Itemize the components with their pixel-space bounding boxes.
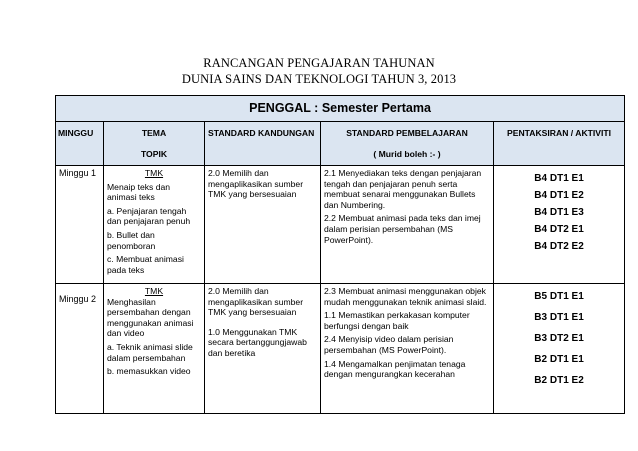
semester-heading: PENGGAL : Semester Pertama	[56, 96, 625, 122]
tema-title: TMK	[144, 168, 164, 178]
kandungan-item: 2.0 Memilih dan mengaplikasikan sumber TMK yang bersesuaian	[208, 168, 304, 200]
pentaksiran-code: B4 DT1 E3	[534, 207, 584, 218]
pentaksiran-code: B3 DT2 E1	[534, 333, 584, 344]
pentaksiran-code: B4 DT1 E1	[534, 173, 584, 184]
table-header-row	[56, 122, 625, 166]
pentaksiran-code: B4 DT2 E2	[534, 241, 584, 252]
pembelajaran-item: 1.1 Memastikan perkakasan komputer berfungsi dengan baik	[324, 310, 470, 331]
header-topik-label: TOPIK	[140, 148, 168, 159]
week-cell	[56, 284, 104, 414]
header-standard-kandungan: STANDARD KANDUNGAN	[205, 122, 321, 166]
tema-cell	[104, 284, 205, 414]
table-row	[56, 284, 625, 414]
table-row	[56, 166, 625, 284]
tema-item: c. Membuat animasi pada teks	[107, 254, 184, 275]
week-cell: Minggu 1	[56, 166, 104, 284]
pentaksiran-code: B2 DT1 E1	[534, 354, 584, 365]
header-murid-boleh: ( Murid boleh :- )	[373, 148, 441, 159]
pembelajaran-cell	[321, 284, 494, 414]
tema-item: b. memasukkan video	[107, 366, 191, 377]
tema-title: TMK	[144, 286, 164, 296]
header-pentaksiran: PENTAKSIRAN / AKTIVITI	[494, 122, 625, 166]
header-standard-pembelajaran	[321, 122, 494, 166]
pentaksiran-code: B2 DT1 E2	[534, 375, 584, 386]
tema-item: Menghasilan persembahan dengan menggunakan animasi dan video	[107, 296, 194, 339]
tema-item: b. Bullet dan penomboran	[107, 229, 156, 251]
tema-item: a. Penjajaran tengah dan penjajaran penuh	[107, 205, 191, 227]
pentaksiran-code: B4 DT1 E2	[534, 190, 584, 201]
pembelajaran-item: 2.4 Menyisip video dalam perisian persembahan (MS PowerPoint).	[324, 334, 454, 355]
pembelajaran-item: 2.3 Membuat animasi menggunakan objek mudah menggunakan teknik animasi slaid.	[324, 286, 487, 307]
pentaksiran-cell	[494, 284, 625, 414]
header-tema	[104, 122, 205, 166]
header-tema-label: TEMA	[141, 128, 167, 138]
tema-item: a. Teknik animasi slide dalam persembahan	[107, 341, 193, 363]
pembelajaran-item: 2.2 Membuat animasi pada teks dan imej dalam perisian persembahan (MS PowerPoint).	[324, 213, 481, 245]
pembelajaran-item: 2.1 Menyediakan teks dengan penjajaran tengah dan penjajaran penuh serta membuat senarai menggunakan Bullets dan Numbering.	[324, 168, 482, 210]
document-subtitle: DUNIA SAINS DAN TEKNOLOGI TAHUN 3, 2013	[181, 72, 457, 86]
document-title: RANCANGAN PENGAJARAN TAHUNAN	[203, 56, 435, 70]
kandungan-item: 1.0 Menggunakan TMK secara bertanggungjawab dan beretika	[208, 326, 307, 358]
tema-item: Menaip teks dan animasi teks	[107, 181, 171, 203]
pentaksiran-code: B3 DT1 E1	[534, 312, 584, 323]
week-label: Minggu 2	[59, 294, 97, 304]
header-minggu: MINGGU	[56, 122, 104, 166]
kandungan-cell	[205, 284, 321, 414]
pentaksiran-code: B5 DT1 E1	[534, 291, 584, 302]
kandungan-item: 2.0 Memilih dan mengaplikasikan sumber TMK yang bersesuaian	[208, 286, 304, 318]
lesson-plan-table	[55, 95, 625, 414]
header-pembelajaran-label: STANDARD PEMBELAJARAN	[346, 128, 468, 138]
pentaksiran-code: B4 DT2 E1	[534, 224, 584, 235]
pembelajaran-item: 1.4 Mengamalkan penjimatan tenaga dengan mengurangkan kecerahan	[324, 358, 466, 380]
pentaksiran-cell	[494, 166, 625, 284]
pembelajaran-cell	[321, 166, 494, 284]
kandungan-cell	[205, 166, 321, 284]
tema-cell	[104, 166, 205, 284]
